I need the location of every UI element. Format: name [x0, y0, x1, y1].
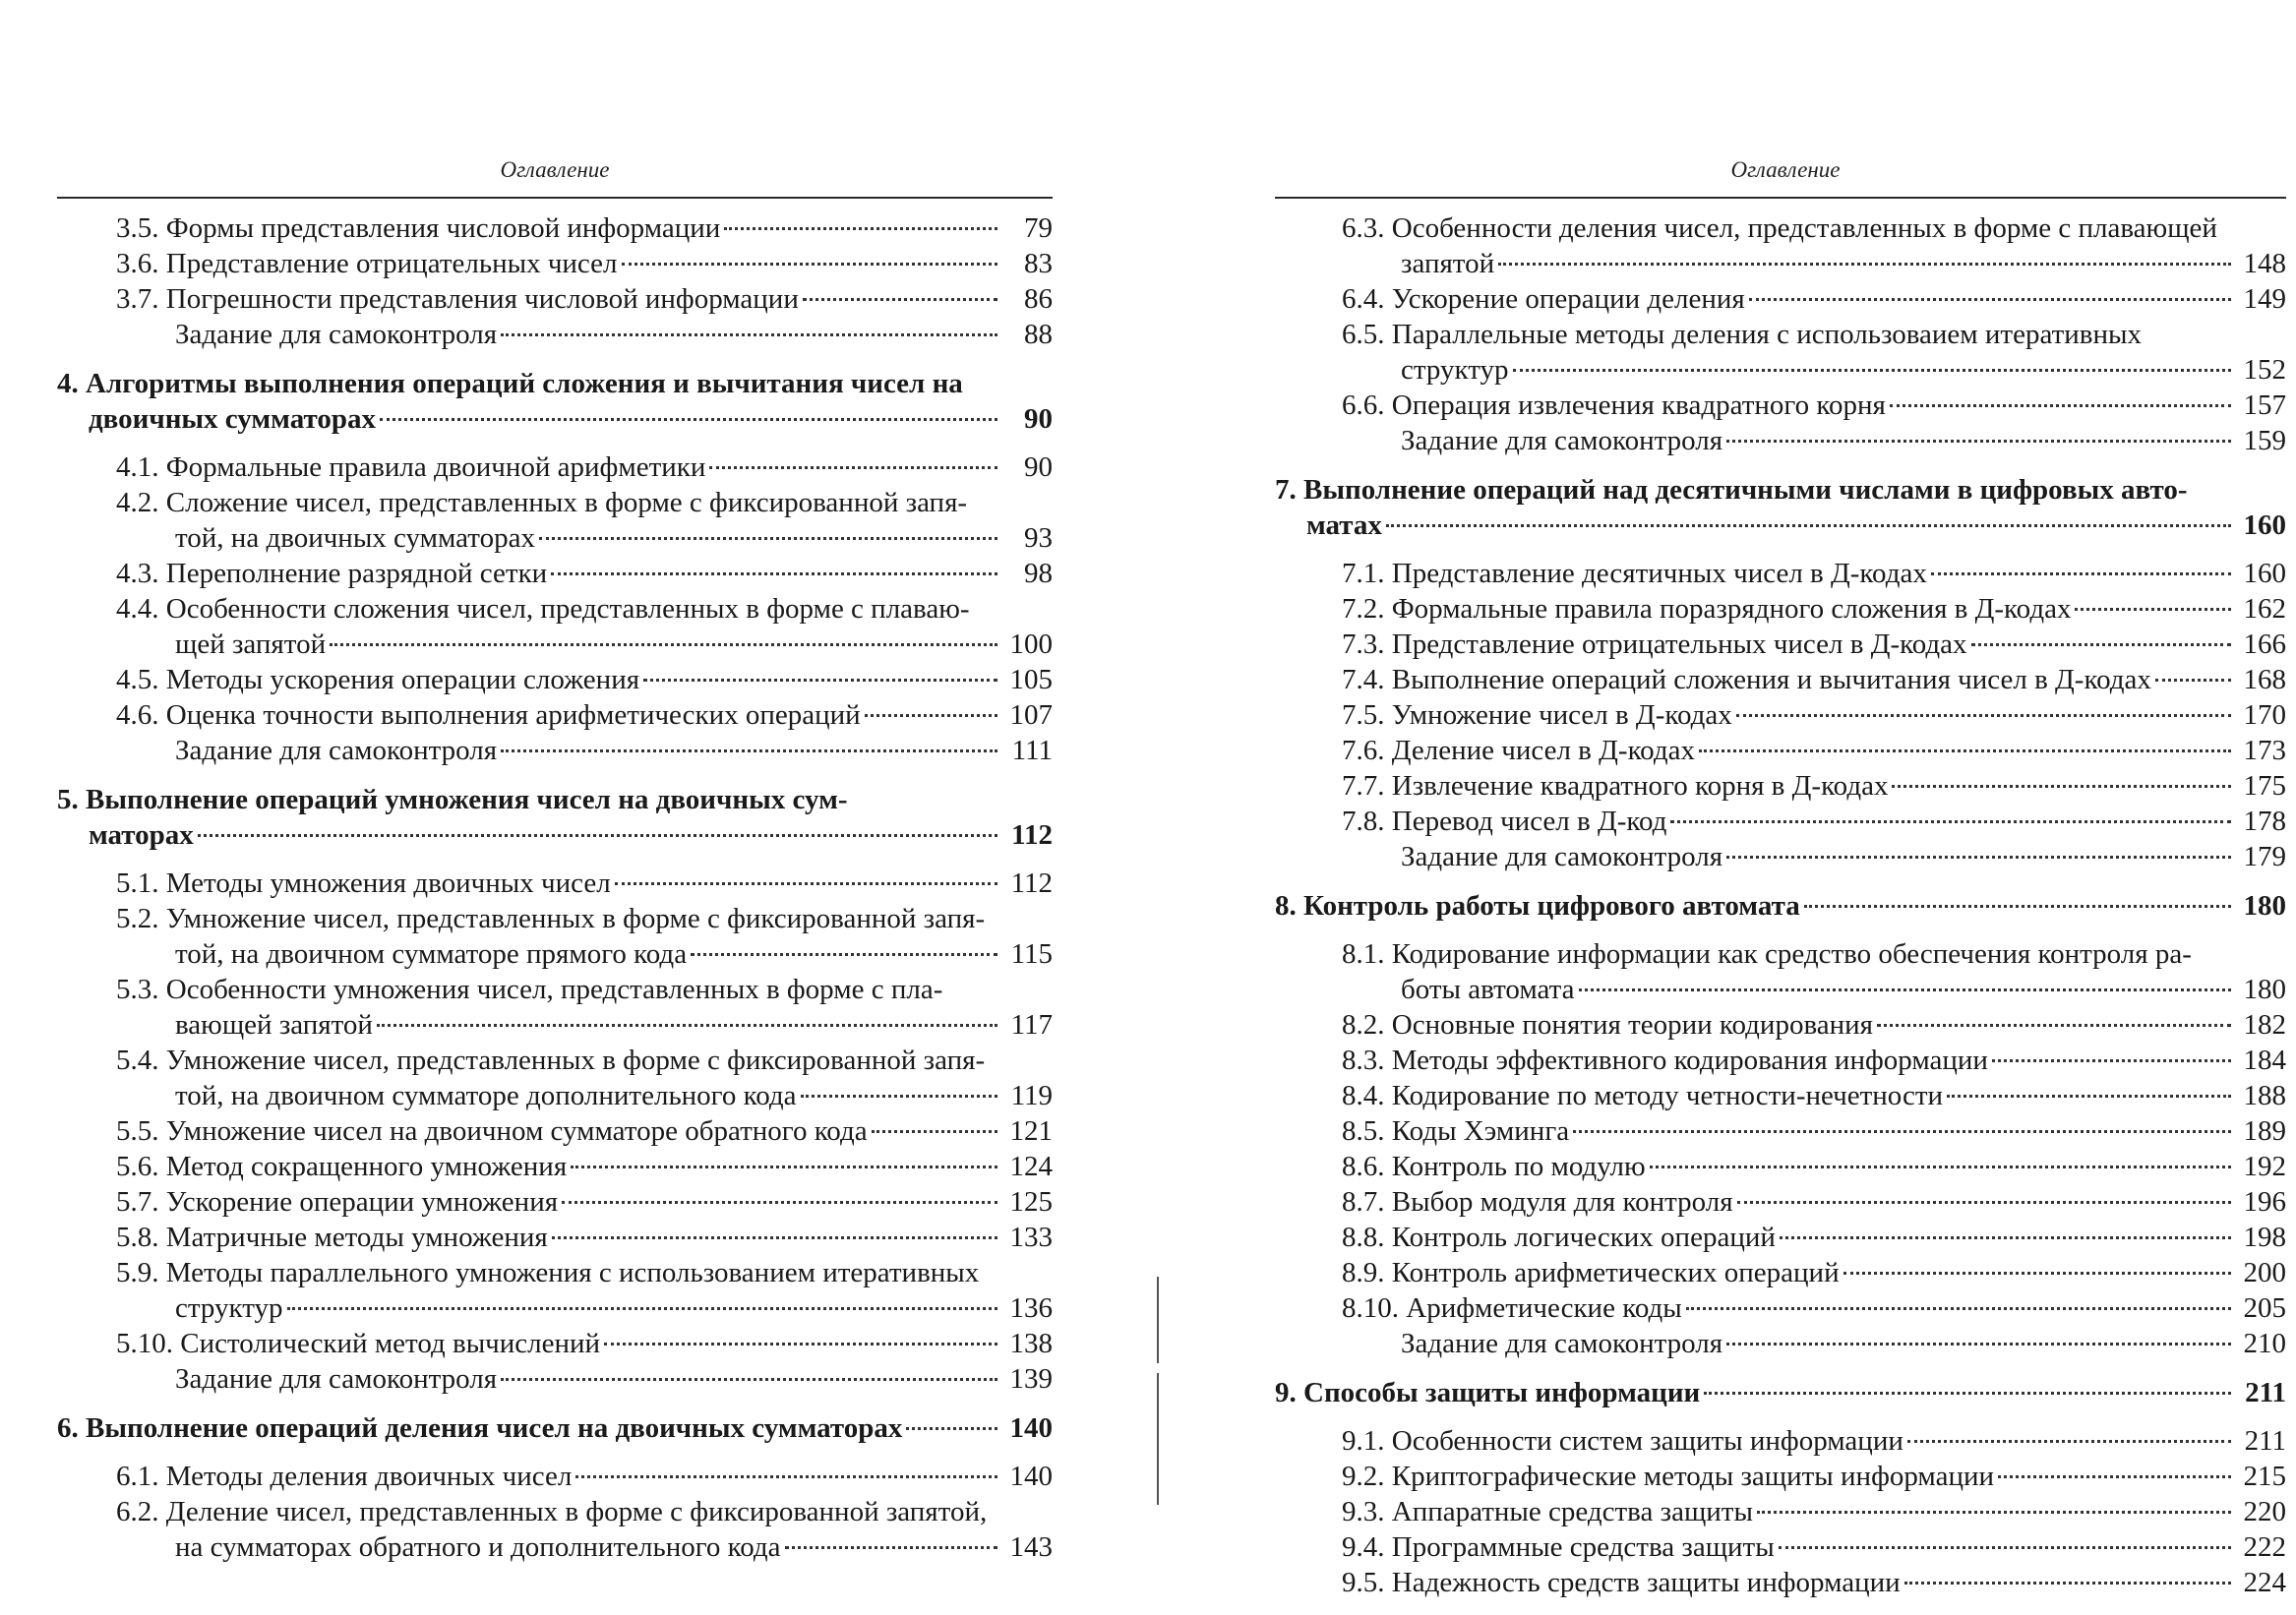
- toc-entry-title: Задание для самоконтроля: [1401, 1328, 1723, 1359]
- toc-entry-title: 7.8. Перевод чисел в Д-код: [1342, 806, 1667, 837]
- toc-entry-title: 8.8. Контроль логических операций: [1342, 1222, 1776, 1253]
- dot-leader: [571, 1166, 997, 1168]
- toc-entry-title: запятой: [1401, 248, 1495, 279]
- toc-section: [57, 972, 1053, 1043]
- toc-entry-title: 4.3. Переполнение разрядной сетки: [116, 558, 548, 589]
- toc-entry-title: 5.10. Систолический метод вычислений: [116, 1328, 601, 1359]
- dot-leader: [1736, 714, 2231, 717]
- dot-leader: [1907, 1440, 2231, 1443]
- dot-leader: [1737, 1201, 2231, 1204]
- dot-leader: [1877, 1024, 2231, 1027]
- toc-section: [57, 1326, 1053, 1361]
- toc-page-number: 136: [1009, 1292, 1053, 1324]
- toc-entry-title: 5.2. Умножение чисел, представленных в форме с фиксированной запя-: [116, 903, 986, 934]
- toc-entry-title: 9.3. Аппаратные средства защиты: [1342, 1496, 1753, 1527]
- toc-entry-title: 6.3. Особенности деления чисел, представленных в форме с плавающей: [1342, 212, 2217, 244]
- toc-entry-title: 9.4. Программные средства защиты: [1342, 1531, 1775, 1563]
- toc-page-number: 180: [2243, 890, 2286, 922]
- dot-leader: [501, 333, 997, 336]
- toc-section: [57, 556, 1053, 591]
- toc-section: [57, 697, 1053, 733]
- toc-section: [57, 210, 1053, 246]
- toc-entry-title: 6.2. Деление чисел, представленных в форме с фиксированной запятой,: [116, 1496, 988, 1527]
- toc-entry-title: 7.2. Формальные правила поразрядного сложения в Д-кодах: [1342, 593, 2072, 625]
- toc-page-number: 211: [2244, 1425, 2286, 1457]
- toc-chapter: [1275, 1375, 2286, 1410]
- toc-entry-title: 5.8. Матричные методы умножения: [116, 1222, 548, 1253]
- toc-entry-title: 6.5. Параллельные методы деления с использоваием итеративных: [1342, 319, 2142, 350]
- toc-page-number: 220: [2243, 1496, 2286, 1527]
- dot-leader: [604, 1343, 997, 1346]
- toc-page-number: 88: [1024, 319, 1053, 350]
- toc-page-number: 175: [2243, 770, 2286, 802]
- toc-page-number: 200: [2243, 1257, 2286, 1288]
- toc-entry-title: Задание для самоконтроля: [1401, 425, 1723, 456]
- dot-leader: [377, 1024, 997, 1027]
- toc-chapter: [57, 366, 1053, 437]
- toc-section: [1275, 1290, 2286, 1326]
- dot-leader: [1757, 1511, 2231, 1514]
- toc-section: [1275, 936, 2286, 1007]
- gutter-mark: [1157, 1373, 1159, 1505]
- toc-page-number: 215: [2243, 1461, 2286, 1492]
- toc-page-number: 117: [1010, 1009, 1053, 1041]
- dot-leader: [501, 1378, 997, 1381]
- dot-leader: [1726, 440, 2231, 443]
- dot-leader: [1513, 369, 2231, 372]
- toc-list: [57, 210, 1053, 1565]
- toc-exercise: [57, 1361, 1053, 1397]
- toc-page-number: 140: [1009, 1461, 1053, 1492]
- gutter-mark: [1157, 1277, 1159, 1363]
- dot-leader: [615, 882, 997, 885]
- dot-leader: [872, 1130, 997, 1133]
- toc-entry-title: 4.5. Методы ускорения операции сложения: [116, 664, 640, 695]
- dot-leader: [1780, 1236, 2231, 1239]
- dot-leader: [2075, 608, 2231, 611]
- dot-leader: [643, 679, 997, 682]
- dot-leader: [1892, 785, 2231, 788]
- toc-entry-title: той, на двоичном сумматоре дополнительного кода: [175, 1080, 797, 1111]
- dot-leader: [1704, 1392, 2231, 1395]
- toc-entry-title: 4. Алгоритмы выполнения операций сложения и вычитания чисел на: [57, 368, 963, 399]
- dot-leader: [552, 1236, 997, 1239]
- toc-page-number: 138: [1009, 1328, 1053, 1359]
- toc-entry-title: 8.5. Коды Хэминга: [1342, 1115, 1570, 1147]
- dot-leader: [1579, 988, 2231, 991]
- toc-section: [57, 1255, 1053, 1326]
- toc-entry-title: 9.5. Надежность средств защиты информации: [1342, 1567, 1901, 1598]
- toc-section: [57, 1149, 1053, 1184]
- toc-section: [57, 1113, 1053, 1149]
- dot-leader: [803, 298, 997, 301]
- toc-page-number: 184: [2243, 1045, 2286, 1076]
- toc-entry-title: 6. Выполнение операций деления чисел на двоичных сумматорах: [57, 1412, 903, 1444]
- dot-leader: [2155, 679, 2231, 682]
- dot-leader: [330, 643, 997, 646]
- toc-section: [1275, 1529, 2286, 1565]
- header-rule: [57, 197, 1053, 199]
- toc-section: [57, 281, 1053, 317]
- toc-exercise: [57, 733, 1053, 768]
- toc-entry-title: 7.6. Деление чисел в Д-кодах: [1342, 735, 1695, 766]
- toc-entry-title: 7.3. Представление отрицательных чисел в Д-кодах: [1342, 628, 1967, 660]
- dot-leader: [709, 466, 997, 469]
- dot-leader: [380, 418, 997, 421]
- dot-leader: [622, 263, 998, 266]
- toc-section: [1275, 591, 2286, 627]
- toc-entry-title: 8.4. Кодирование по методу четности-нечетности: [1342, 1080, 1944, 1111]
- toc-section: [1275, 1494, 2286, 1529]
- toc-entry-title: Задание для самоконтроля: [175, 319, 498, 350]
- toc-page-number: 133: [1009, 1222, 1053, 1253]
- dot-leader: [562, 1201, 997, 1204]
- dot-leader: [1573, 1130, 2231, 1133]
- toc-exercise: [1275, 839, 2286, 874]
- toc-exercise: [57, 317, 1053, 352]
- toc-entry-title: 5. Выполнение операций умножения чисел на двоичных сум-: [57, 784, 848, 815]
- toc-page-number: 119: [1010, 1080, 1053, 1111]
- toc-entry-title: 5.7. Ускорение операции умножения: [116, 1186, 559, 1218]
- toc-page-number: 107: [1009, 699, 1053, 731]
- toc-entry-title: 6.4. Ускорение операции деления: [1342, 283, 1745, 315]
- toc-entry-title: 7.5. Умножение чисел в Д-кодах: [1342, 699, 1732, 731]
- toc-entry-title: 8.3. Методы эффективного кодирования информации: [1342, 1045, 1988, 1076]
- toc-entry-title: 7.4. Выполнение операций сложения и вычитания чисел в Д-кодах: [1342, 664, 2151, 695]
- toc-page-number: 170: [2243, 699, 2286, 731]
- running-head: Оглавление: [500, 157, 610, 182]
- dot-leader: [1904, 1582, 2231, 1585]
- toc-page-number: 159: [2243, 425, 2286, 456]
- toc-entry-title: Задание для самоконтроля: [175, 735, 498, 766]
- toc-entry-title: той, на двоичных сумматорах: [175, 522, 535, 554]
- dot-leader: [785, 1546, 997, 1549]
- dot-leader: [1699, 749, 2231, 752]
- dot-leader: [501, 749, 997, 752]
- toc-section: [57, 1220, 1053, 1255]
- toc-section: [57, 662, 1053, 697]
- toc-page-number: 90: [1024, 403, 1053, 435]
- toc-entry-title: 8.9. Контроль арифметических операций: [1342, 1257, 1840, 1288]
- toc-entry-title: 3.6. Представление отрицательных чисел: [116, 248, 618, 279]
- toc-entry-title: 4.2. Сложение чисел, представленных в форме с фиксированной запя-: [116, 487, 968, 518]
- dot-leader: [551, 572, 997, 575]
- toc-entry-title: 5.3. Особенности умножения чисел, представленных в форме с пла-: [116, 974, 943, 1005]
- toc-page-number: 173: [2243, 735, 2286, 766]
- toc-chapter: [1275, 888, 2286, 924]
- toc-entry-title: Задание для самоконтроля: [175, 1363, 498, 1395]
- toc-page-number: 168: [2243, 664, 2286, 695]
- toc-section: [1275, 1255, 2286, 1290]
- toc-entry-title: на сумматорах обратного и дополнительного кода: [175, 1531, 781, 1563]
- toc-section: [1275, 1007, 2286, 1043]
- toc-section: [1275, 1459, 2286, 1494]
- dot-leader: [801, 1095, 997, 1098]
- toc-page-number: 162: [2243, 593, 2286, 625]
- toc-chapter: [57, 1410, 1053, 1446]
- dot-leader: [906, 1427, 997, 1430]
- toc-section: [1275, 697, 2286, 733]
- header-rule: [1275, 197, 2286, 199]
- toc-list: [1275, 210, 2286, 1600]
- dot-leader: [1726, 856, 2231, 859]
- toc-page-number: 149: [2243, 283, 2286, 315]
- left-page: [57, 0, 1053, 1615]
- toc-section: [1275, 388, 2286, 423]
- toc-entry-title: вающей запятой: [175, 1009, 373, 1041]
- toc-section: [1275, 1220, 2286, 1255]
- toc-entry-title: 5.4. Умножение чисел, представленных в форме с фиксированной запя-: [116, 1045, 986, 1076]
- toc-entry-title: 8.1. Кодирование информации как средство обеспечения контроля ра-: [1342, 938, 2192, 970]
- running-head: Оглавление: [1730, 157, 1841, 182]
- toc-entry-title: 5.5. Умножение чисел на двоичном сумматоре обратного кода: [116, 1115, 868, 1147]
- toc-entry-title: 8.10. Арифметические коды: [1342, 1292, 1682, 1324]
- toc-section: [57, 485, 1053, 556]
- dot-leader: [198, 834, 997, 837]
- toc-page-number: 100: [1009, 628, 1053, 660]
- toc-section: [57, 591, 1053, 662]
- toc-page-number: 139: [1009, 1363, 1053, 1395]
- toc-entry-title: структур: [1401, 354, 1509, 386]
- toc-exercise: [1275, 1326, 2286, 1361]
- toc-entry-title: 6.6. Операция извлечения квадратного корня: [1342, 389, 1886, 421]
- toc-page-number: 198: [2243, 1222, 2286, 1253]
- dot-leader: [1670, 820, 2231, 823]
- dot-leader: [539, 537, 997, 540]
- dot-leader: [1650, 1166, 2231, 1168]
- dot-leader: [724, 227, 997, 230]
- dot-leader: [1749, 298, 2231, 301]
- toc-entry-title: 5.9. Методы параллельного умножения с использованием итеративных: [116, 1257, 980, 1288]
- toc-entry-title: 7. Выполнение операций над десятичными числами в цифровых авто-: [1275, 474, 2188, 506]
- toc-page-number: 93: [1024, 522, 1053, 554]
- toc-entry-title: 8.6. Контроль по модулю: [1342, 1151, 1646, 1182]
- toc-page-number: 112: [1011, 819, 1053, 851]
- toc-entry-title: 4.4. Особенности сложения чисел, представленных в форме с плаваю-: [116, 593, 970, 625]
- toc-page-number: 180: [2243, 974, 2286, 1005]
- toc-page-number: 98: [1024, 558, 1053, 589]
- toc-entry-title: 8.7. Выбор модуля для контроля: [1342, 1186, 1733, 1218]
- dot-leader: [575, 1475, 997, 1478]
- right-page: [1275, 0, 2286, 1615]
- toc-section: [1275, 210, 2286, 281]
- toc-section: [1275, 1184, 2286, 1220]
- toc-entry-title: матах: [1306, 509, 1382, 541]
- toc-section: [57, 449, 1053, 485]
- toc-entry-title: 3.7. Погрешности представления числовой информации: [116, 283, 799, 315]
- dot-leader: [1498, 263, 2231, 266]
- dot-leader: [1890, 404, 2231, 407]
- toc-page-number: 160: [2243, 509, 2286, 541]
- toc-page-number: 112: [1010, 867, 1053, 899]
- toc-section: [1275, 1043, 2286, 1078]
- toc-entry-title: боты автомата: [1401, 974, 1575, 1005]
- toc-entry-title: 9.1. Особенности систем защиты информации: [1342, 1425, 1903, 1457]
- toc-page-number: 160: [2243, 558, 2286, 589]
- toc-page-number: 182: [2243, 1009, 2286, 1041]
- toc-page-number: 79: [1024, 212, 1053, 244]
- toc-section: [57, 901, 1053, 972]
- toc-section: [1275, 281, 2286, 317]
- dot-leader: [1843, 1272, 2231, 1275]
- toc-entry-title: структур: [175, 1292, 283, 1324]
- toc-section: [1275, 1113, 2286, 1149]
- toc-entry-title: 5.6. Метод сокращенного умножения: [116, 1151, 568, 1182]
- toc-page-number: 157: [2243, 389, 2286, 421]
- toc-page-number: 105: [1009, 664, 1053, 695]
- dot-leader: [1931, 572, 2231, 575]
- toc-chapter: [1275, 472, 2286, 543]
- toc-page-number: 121: [1009, 1115, 1053, 1147]
- toc-section: [57, 1043, 1053, 1113]
- toc-entry-title: двоичных сумматорах: [89, 403, 376, 435]
- dot-leader: [1779, 1546, 2231, 1549]
- toc-entry-title: 7.1. Представление десятичных чисел в Д-кодах: [1342, 558, 1927, 589]
- dot-leader: [1992, 1059, 2231, 1062]
- toc-entry-title: 6.1. Методы деления двоичных чисел: [116, 1461, 573, 1492]
- toc-section: [57, 246, 1053, 281]
- toc-page-number: 224: [2243, 1567, 2286, 1598]
- toc-page-number: 189: [2243, 1115, 2286, 1147]
- toc-section: [1275, 556, 2286, 591]
- toc-page-number: 111: [1011, 735, 1053, 766]
- dot-leader: [1971, 643, 2231, 646]
- toc-page-number: 196: [2243, 1186, 2286, 1218]
- toc-entry-title: 3.5. Формы представления числовой информации: [116, 212, 721, 244]
- dot-leader: [1804, 905, 2231, 908]
- toc-section: [57, 866, 1053, 901]
- toc-section: [57, 1459, 1053, 1494]
- toc-section: [1275, 804, 2286, 839]
- toc-page-number: 125: [1009, 1186, 1053, 1218]
- dot-leader: [287, 1307, 997, 1310]
- toc-section: [1275, 1423, 2286, 1459]
- toc-page-number: 124: [1009, 1151, 1053, 1182]
- toc-entry-title: 4.1. Формальные правила двоичной арифметики: [116, 451, 706, 483]
- toc-section: [1275, 1078, 2286, 1113]
- toc-page-number: 178: [2243, 806, 2286, 837]
- toc-page-number: 179: [2243, 841, 2286, 872]
- toc-section: [1275, 662, 2286, 697]
- dot-leader: [1386, 524, 2231, 527]
- toc-entry-title: 4.6. Оценка точности выполнения арифметических операций: [116, 699, 861, 731]
- toc-section: [57, 1494, 1053, 1565]
- toc-entry-title: 9. Способы защиты информации: [1275, 1377, 1701, 1408]
- toc-entry-title: маторах: [89, 819, 194, 851]
- toc-chapter: [57, 782, 1053, 853]
- toc-page-number: 83: [1024, 248, 1053, 279]
- toc-entry-title: 8.2. Основные понятия теории кодирования: [1342, 1009, 1874, 1041]
- toc-section: [1275, 733, 2286, 768]
- toc-section: [1275, 317, 2286, 388]
- toc-entry-title: щей запятой: [175, 628, 327, 660]
- toc-section: [57, 1184, 1053, 1220]
- toc-page-number: 140: [1009, 1412, 1053, 1444]
- toc-page-number: 152: [2243, 354, 2286, 386]
- toc-page-number: 188: [2243, 1080, 2286, 1111]
- toc-entry-title: той, на двоичном сумматоре прямого кода: [175, 938, 688, 970]
- toc-page-number: 222: [2243, 1531, 2286, 1563]
- toc-section: [1275, 768, 2286, 804]
- toc-entry-title: Задание для самоконтроля: [1401, 841, 1723, 872]
- toc-section: [1275, 627, 2286, 662]
- dot-leader: [691, 953, 997, 956]
- dot-leader: [1686, 1307, 2231, 1310]
- toc-entry-title: 8. Контроль работы цифрового автомата: [1275, 890, 1800, 922]
- toc-page-number: 205: [2243, 1292, 2286, 1324]
- toc-section: [1275, 1149, 2286, 1184]
- dot-leader: [1998, 1475, 2231, 1478]
- toc-page-number: 148: [2243, 248, 2286, 279]
- toc-entry-title: 7.7. Извлечение квадратного корня в Д-кодах: [1342, 770, 1889, 802]
- dot-leader: [1947, 1095, 2231, 1098]
- toc-page-number: 86: [1024, 283, 1053, 315]
- toc-entry-title: 9.2. Криптографические методы защиты информации: [1342, 1461, 1995, 1492]
- toc-page-number: 166: [2243, 628, 2286, 660]
- toc-entry-title: 5.1. Методы умножения двоичных чисел: [116, 867, 611, 899]
- toc-page-number: 211: [2245, 1377, 2286, 1408]
- toc-page-number: 90: [1024, 451, 1053, 483]
- toc-page-number: 210: [2243, 1328, 2286, 1359]
- dot-leader: [865, 714, 997, 717]
- toc-page-number: 143: [1009, 1531, 1053, 1563]
- dot-leader: [1726, 1343, 2231, 1346]
- toc-exercise: [1275, 423, 2286, 458]
- toc-page-number: 192: [2243, 1151, 2286, 1182]
- toc-section: [1275, 1565, 2286, 1600]
- toc-page-number: 115: [1010, 938, 1053, 970]
